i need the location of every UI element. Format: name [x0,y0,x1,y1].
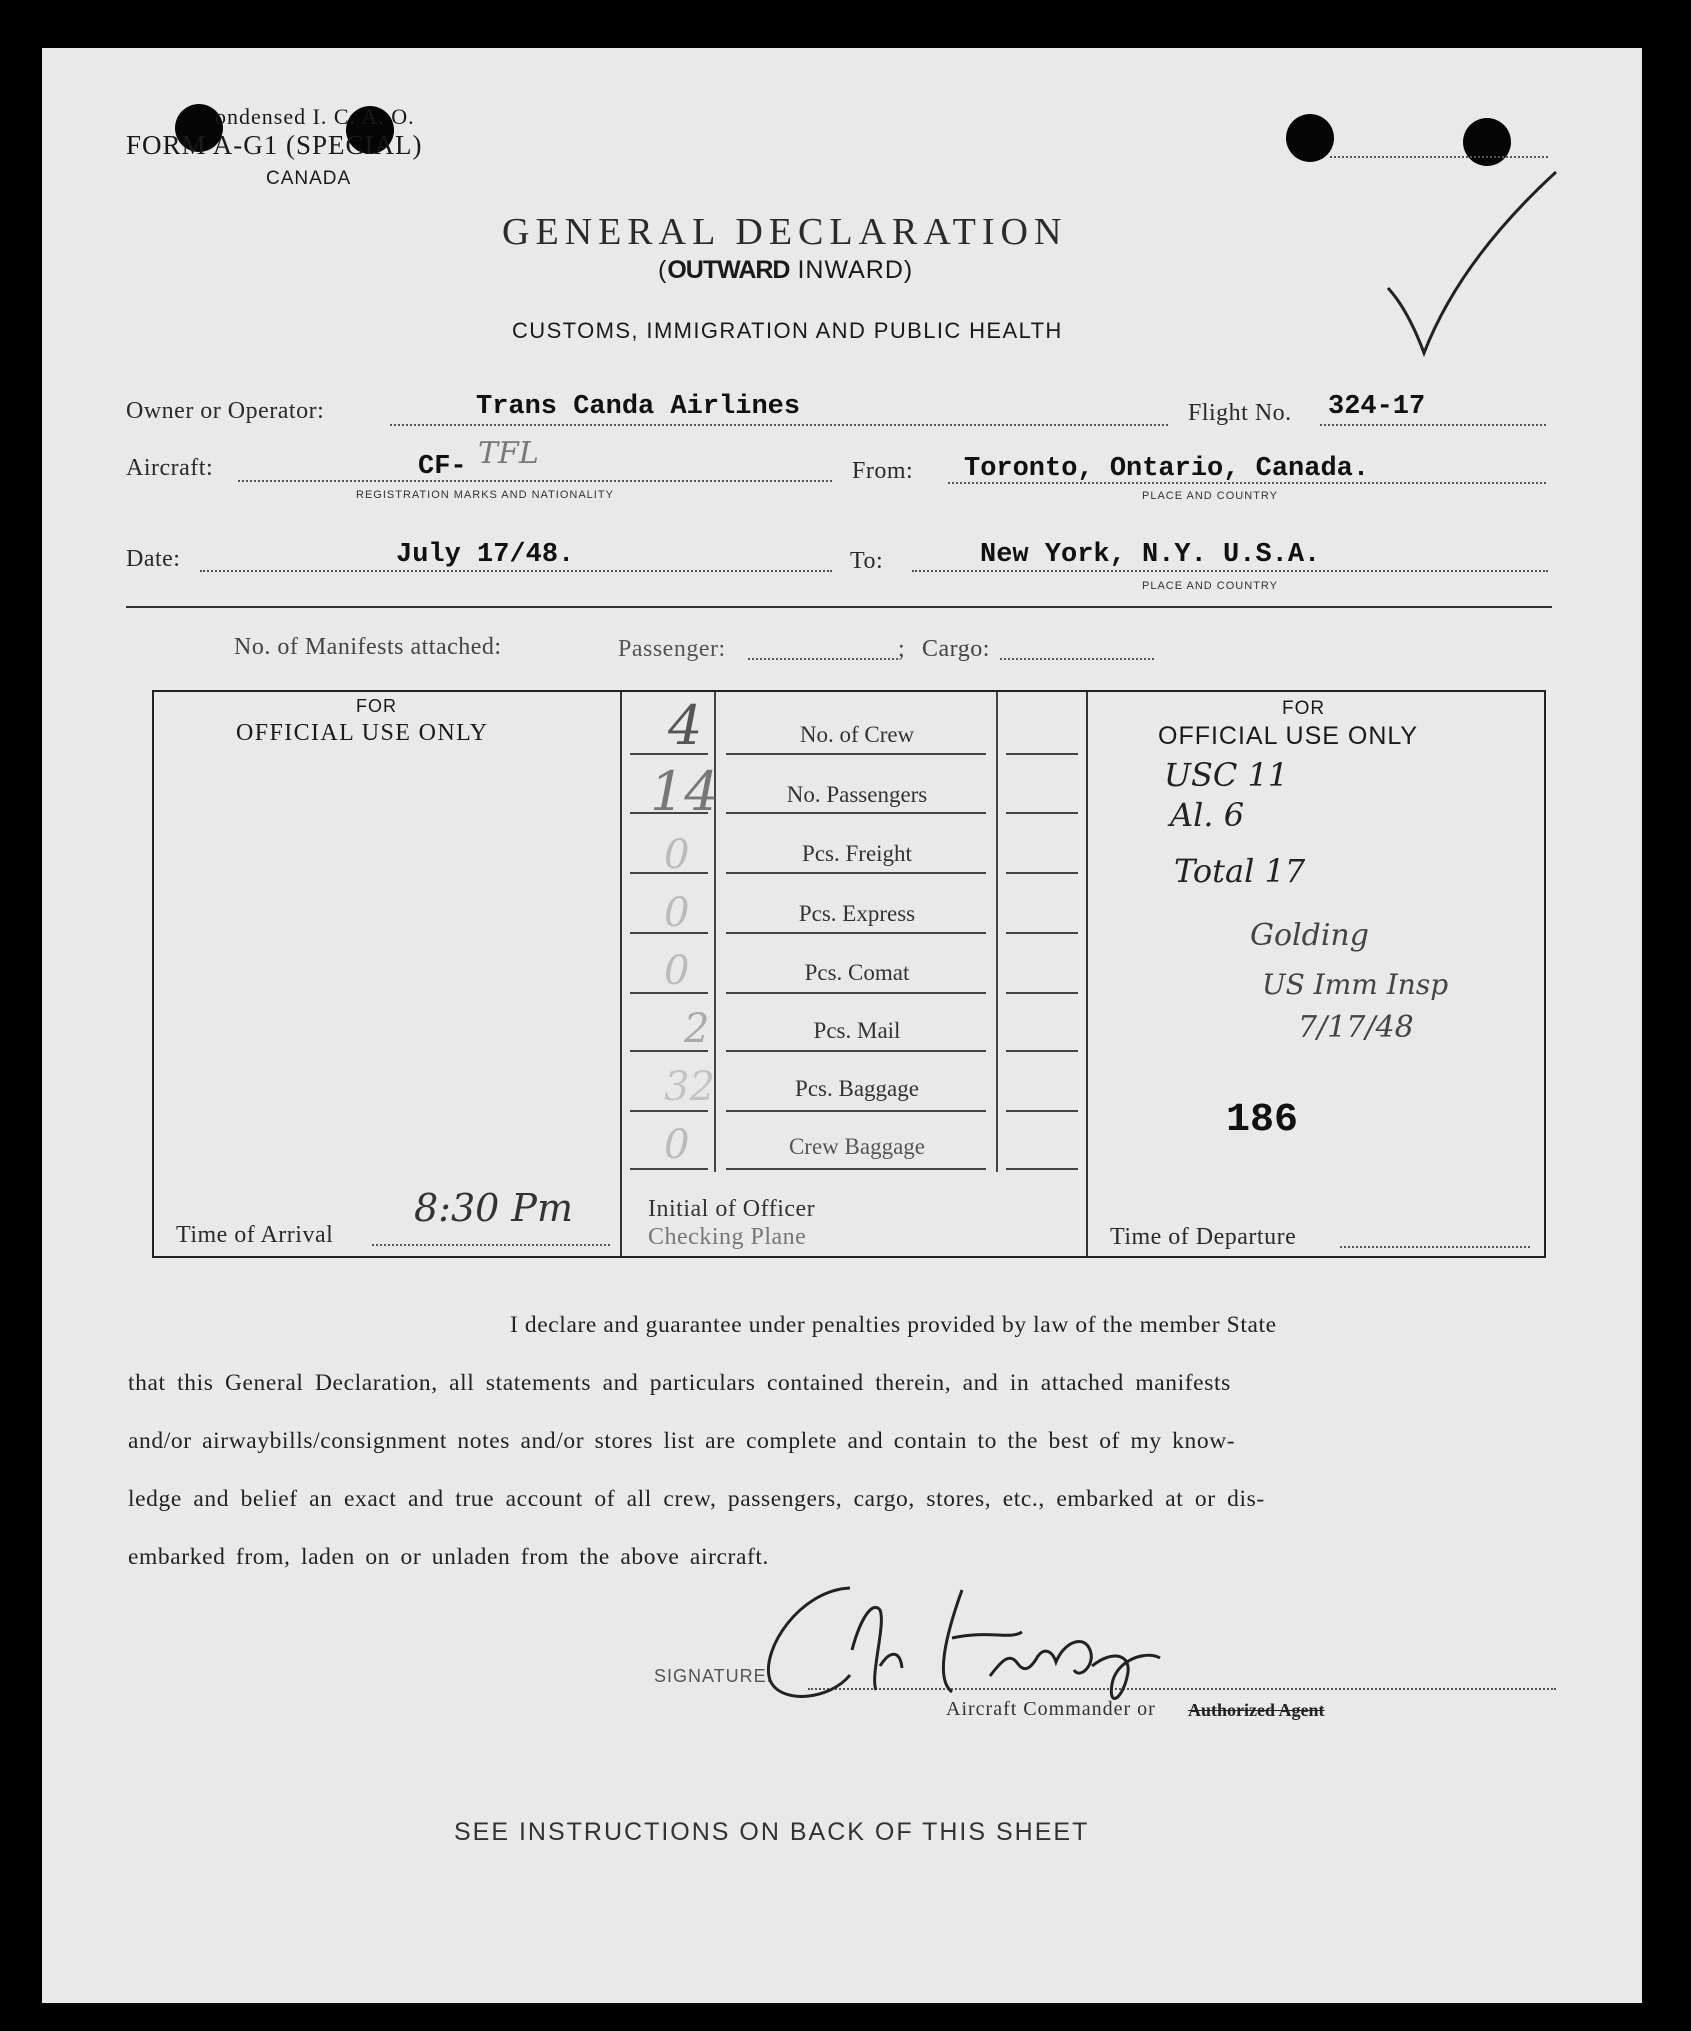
form-title: GENERAL DECLARATION [502,211,1068,253]
form-condensed-line: ondensed I. C. A. O. [215,104,415,129]
direction-line: (OUTWARD INWARD) [658,256,914,284]
time-of-arrival-label: Time of Arrival [176,1222,334,1248]
handwritten-signature [740,1580,1240,1710]
to-value: New York, N.Y. U.S.A. [980,540,1321,570]
count-freight: 0 [664,832,690,878]
header-divider [126,606,1552,608]
total-note: Total 17 [1174,852,1306,890]
to-label: To: [850,548,884,574]
check-mark-icon [1380,170,1560,360]
manifests-label: No. of Manifests attached: [234,634,502,660]
table-divider-right [1086,692,1088,1256]
officer-note-date: 7/17/48 [1298,1010,1414,1045]
date-label: Date: [126,546,181,572]
from-value: Toronto, Ontario, Canada. [964,454,1370,484]
count-express: 0 [664,890,690,936]
punch-hole [1286,114,1334,162]
row-crew-baggage: Crew Baggage [788,1134,926,1159]
right-for-label: FOR [1282,698,1326,719]
manifests-passenger-line [748,658,898,660]
row-baggage: Pcs. Baggage [795,1076,919,1101]
date-value: July 17/48. [396,540,575,570]
aircraft-handwritten: TFL [478,436,539,471]
to-caption: PLACE AND COUNTRY [1142,580,1278,592]
al-note: Al. 6 [1170,796,1245,834]
owner-line [390,424,1168,426]
declaration-line-3: and/or airwaybills/consignment notes and/or stores list are complete and contain to the best of my know- [128,1428,1236,1454]
aircraft-caption: REGISTRATION MARKS AND NATIONALITY [356,489,614,501]
declaration-line-4: ledge and belief an exact and true account of all crew, passengers, cargo, stores, etc., embarked at or dis- [128,1486,1265,1512]
aircraft-value: CF- [418,452,467,482]
from-caption: PLACE AND COUNTRY [1142,490,1278,502]
flight-value: 324-17 [1328,392,1426,422]
aircraft-label: Aircraft: [126,455,214,481]
time-of-departure-label: Time of Departure [1110,1224,1297,1250]
flight-label: Flight No. [1188,400,1292,426]
from-label: From: [852,458,914,484]
signature-label: SIGNATURE: [654,1666,773,1686]
aircraft-line [238,480,832,482]
to-line [912,570,1548,572]
usc-note: USC 11 [1164,756,1289,794]
count-crew: 4 [668,694,703,757]
manifests-cargo-label: Cargo: [922,636,990,662]
instructions-footer: SEE INSTRUCTIONS ON BACK OF THIS SHEET [454,1818,1090,1846]
form-country: CANADA [266,168,352,189]
owner-value: Trans Canda Airlines [476,392,801,422]
checking-plane-label: Checking Plane [648,1224,807,1250]
time-of-arrival-value: 8:30 Pm [414,1186,574,1230]
stamp-number: 186 [1226,1098,1299,1143]
date-line [200,570,832,572]
direction-outward-struck: OUTWARD [667,256,790,284]
row-express: Pcs. Express [798,901,916,926]
right-official-use-label: OFFICIAL USE ONLY [1158,722,1419,750]
table-divider-inner-right [996,692,998,1172]
declaration-line-1: I declare and guarantee under penalties provided by law of the member State [510,1312,1277,1338]
officer-note-name: Golding [1250,918,1369,953]
time-of-arrival-line [372,1244,610,1246]
count-mail: 2 [684,1006,710,1052]
form-subtitle: CUSTOMS, IMMIGRATION AND PUBLIC HEALTH [512,318,1063,343]
time-of-departure-line [1340,1246,1530,1248]
manifests-cargo-line [1000,658,1154,660]
flight-line [1320,424,1546,426]
manifests-passenger-label: Passenger: [618,636,726,662]
count-comat: 0 [664,948,690,994]
left-for-label: FOR [356,696,397,716]
row-freight: Pcs. Freight [802,841,912,866]
punch-hole [1463,118,1511,166]
table-divider-left [620,692,622,1256]
row-comat: Pcs. Comat [804,960,910,985]
authorized-agent-struck: Authorized Agent [1188,1700,1325,1720]
initial-officer-label: Initial of Officer [648,1196,816,1222]
count-crew-baggage: 0 [664,1122,690,1168]
row-mail: Pcs. Mail [813,1018,901,1043]
count-passengers: 14 [650,760,719,823]
manifests-separator: ; [898,636,906,662]
officer-note-title: US Imm Insp [1262,968,1449,1001]
aircraft-commander-label: Aircraft Commander or [946,1698,1156,1720]
declaration-line-2: that this General Declaration, all statements and particulars contained therein, and in attached manifests [128,1370,1231,1396]
owner-label: Owner or Operator: [126,398,325,424]
row-passengers: No. Passengers [786,782,928,807]
form-number: FORM A-G1 (SPECIAL) [126,130,423,160]
count-baggage: 32 [664,1064,715,1110]
left-official-use-label: OFFICIAL USE ONLY [236,720,489,746]
direction-inward: INWARD [797,256,904,284]
row-crew: No. of Crew [799,722,915,747]
header-dotted-line [1330,156,1548,158]
declaration-line-5: embarked from, laden on or unladen from the above aircraft. [128,1544,770,1570]
